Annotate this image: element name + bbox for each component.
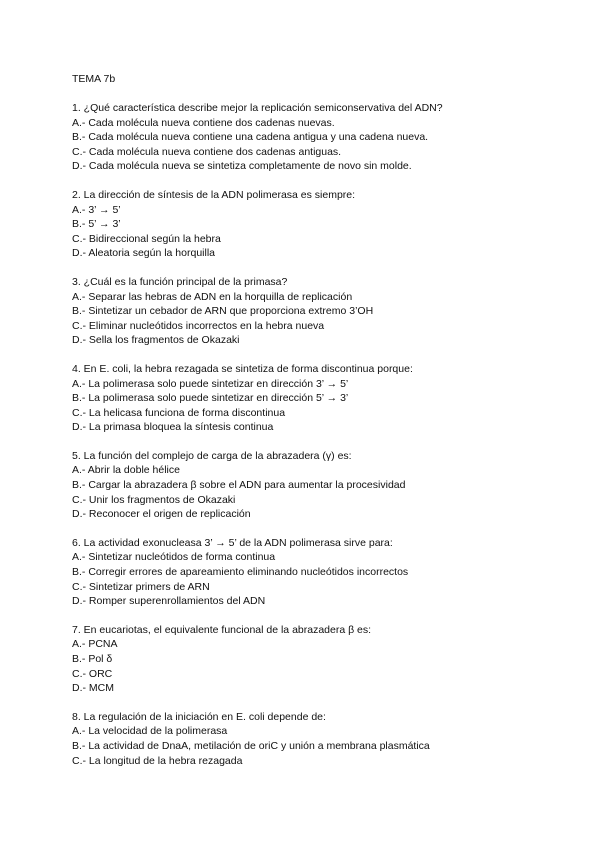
question-text: 7. En eucariotas, el equivalente funcional de la abrazadera β es: (72, 623, 372, 636)
question-text: 5. La función del complejo de carga de la abrazadera (γ) es: (72, 449, 352, 462)
answer-option-a: A.- La polimerasa solo puede sintetizar en dirección 3’ → 5’ (72, 377, 349, 390)
answer-option-c: C.- La longitud de la hebra rezagada (72, 754, 243, 767)
answer-option-b: B.- Pol δ (72, 653, 113, 665)
answer-option-d: D.- Cada molécula nueva se sintetiza completamente de novo sin molde. (72, 160, 412, 173)
answer-option-a: A.- Separar las hebras de ADN en la horquilla de replicación (72, 290, 353, 303)
answer-option-b: B.- Corregir errores de apareamiento eliminando nucleótidos incorrectos (72, 566, 409, 579)
answer-option-c: C.- La helicasa funciona de forma discontinua (72, 406, 286, 419)
answer-option-c: C.- Sintetizar primers de ARN (72, 580, 210, 593)
answer-option-a: A.- PCNA (72, 638, 118, 651)
answer-option-b: B.- La polimerasa solo puede sintetizar en dirección 5’ → 3’ (72, 392, 349, 405)
answer-option-b: B.- La actividad de DnaA, metilación de oriC y unión a membrana plasmática (72, 739, 430, 752)
question-text: 1. ¿Qué característica describe mejor la replicación semiconservativa del ADN? (72, 102, 443, 114)
answer-option-b: B.- 5’ → 3’ (72, 218, 121, 231)
answer-option-a: A.- Abrir la doble hélice (72, 464, 180, 477)
answer-option-b: B.- Sintetizar un cebador de ARN que proporciona extremo 3’OH (72, 305, 374, 318)
answer-option-c: C.- Unir los fragmentos de Okazaki (72, 493, 236, 506)
page-title: TEMA 7b (72, 73, 116, 85)
question-text: 4. En E. coli, la hebra rezagada se sintetiza de forma discontinua porque: (72, 362, 413, 375)
question-3 (72, 275, 560, 348)
question-text: 2. La dirección de síntesis de la ADN polimerasa es siempre: (72, 188, 356, 201)
question-7 (72, 623, 560, 696)
answer-option-d: D.- Reconocer el origen de replicación (72, 508, 251, 521)
answer-option-d: D.- MCM (72, 682, 114, 695)
question-5 (72, 449, 560, 522)
answer-option-a: A.- La velocidad de la polimerasa (72, 725, 228, 738)
answer-option-c: C.- ORC (72, 667, 113, 680)
answer-option-a: A.- Cada molécula nueva contiene dos cadenas nuevas. (72, 116, 335, 129)
answer-option-d: D.- Sella los fragmentos de Okazaki (72, 334, 240, 347)
answer-option-d: D.- Aleatoria según la horquilla (72, 247, 216, 260)
answer-option-b: B.- Cargar la abrazadera β sobre el ADN para aumentar la procesividad (72, 479, 406, 492)
answer-option-c: C.- Bidireccional según la hebra (72, 232, 221, 245)
answer-option-d: D.- La primasa bloquea la síntesis continua (72, 421, 274, 434)
question-2 (72, 188, 560, 261)
question-8 (72, 710, 560, 768)
question-4 (72, 362, 560, 435)
answer-option-a: A.- Sintetizar nucleótidos de forma continua (72, 551, 276, 564)
question-6 (72, 536, 560, 609)
answer-option-c: C.- Eliminar nucleótidos incorrectos en la hebra nueva (72, 319, 325, 332)
answer-option-a: A.- 3’ → 5’ (72, 203, 121, 216)
question-text: 3. ¿Cuál es la función principal de la primasa? (72, 275, 288, 288)
question-1 (72, 101, 560, 174)
answer-option-d: D.- Romper superenrollamientos del ADN (72, 595, 266, 608)
answer-option-b: B.- Cada molécula nueva contiene una cadena antigua y una cadena nueva. (72, 131, 429, 144)
question-text: 8. La regulación de la iniciación en E. coli depende de: (72, 710, 326, 723)
answer-option-c: C.- Cada molécula nueva contiene dos cadenas antiguas. (72, 145, 342, 158)
question-text: 6. La actividad exonucleasa 3’ → 5’ de la ADN polimerasa sirve para: (72, 536, 393, 549)
